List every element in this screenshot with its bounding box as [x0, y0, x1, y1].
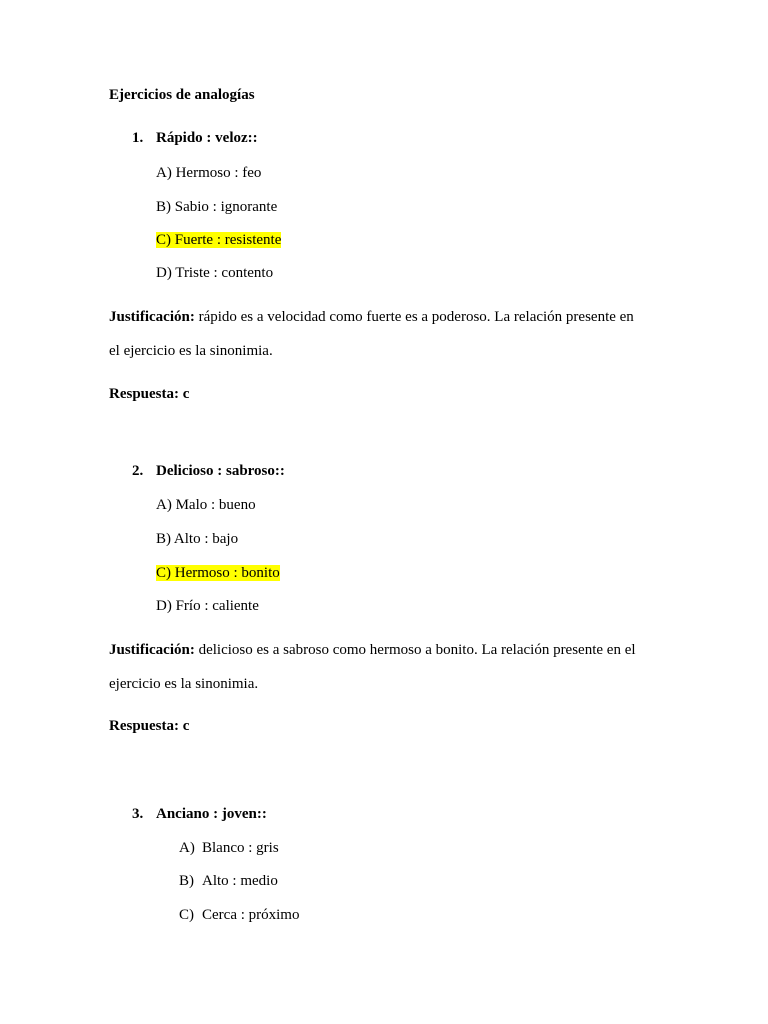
- exercise-1-option-d: D) Triste : contento: [156, 265, 274, 281]
- exercise-1-justification-line1: [109, 308, 634, 326]
- exercise-prompt: Anciano : joven::: [156, 806, 267, 822]
- exercise-2-justification-line2: ejercicio es la sinonimia.: [109, 676, 259, 692]
- exercise-prompt: Delicioso : sabroso::: [156, 463, 285, 479]
- option-letter: B): [179, 873, 194, 889]
- exercise-prompt: Rápido : veloz::: [156, 130, 258, 146]
- option-letter: C): [179, 907, 194, 923]
- exercise-3-option-b: [179, 872, 278, 890]
- option-text: Cerca : próximo: [202, 907, 300, 923]
- justification-label: Justificación:: [109, 642, 195, 658]
- exercise-1-justification-line2: el ejercicio es la sinonimia.: [109, 343, 273, 359]
- justification-label: Justificación:: [109, 309, 195, 325]
- exercise-number: 1.: [132, 130, 144, 146]
- exercise-3-heading: [132, 805, 267, 823]
- exercise-2-option-c-highlighted: [156, 564, 280, 582]
- exercise-1-heading: [132, 129, 258, 147]
- exercise-2-option-b: B) Alto : bajo: [156, 531, 239, 547]
- option-letter: A): [179, 840, 195, 856]
- exercise-1-option-b: B) Sabio : ignorante: [156, 199, 278, 215]
- highlighted-answer: C) Hermoso : bonito: [156, 565, 280, 581]
- document-title: Ejercicios de analogías: [109, 87, 255, 103]
- exercise-1-answer: Respuesta: c: [109, 386, 190, 402]
- justification-text: rápido es a velocidad como fuerte es a poderoso. La relación presente en: [198, 309, 634, 325]
- highlighted-answer: C) Fuerte : resistente: [156, 232, 282, 248]
- justification-text: delicioso es a sabroso como hermoso a bonito. La relación presente en el: [198, 642, 636, 658]
- exercise-1-option-a: A) Hermoso : feo: [156, 165, 262, 181]
- exercise-2-heading: [132, 462, 285, 480]
- exercise-number: 3.: [132, 806, 144, 822]
- exercise-2-justification-line1: [109, 641, 636, 659]
- exercise-2-option-a: A) Malo : bueno: [156, 497, 256, 513]
- exercise-2-answer: Respuesta: c: [109, 718, 190, 734]
- exercise-2-option-d: D) Frío : caliente: [156, 598, 259, 614]
- exercise-number: 2.: [132, 463, 144, 479]
- exercise-3-option-a: [179, 839, 279, 857]
- exercise-3-option-c: [179, 906, 299, 924]
- exercise-1-option-c-highlighted: [156, 231, 281, 249]
- option-text: Blanco : gris: [202, 840, 279, 856]
- option-text: Alto : medio: [202, 873, 278, 889]
